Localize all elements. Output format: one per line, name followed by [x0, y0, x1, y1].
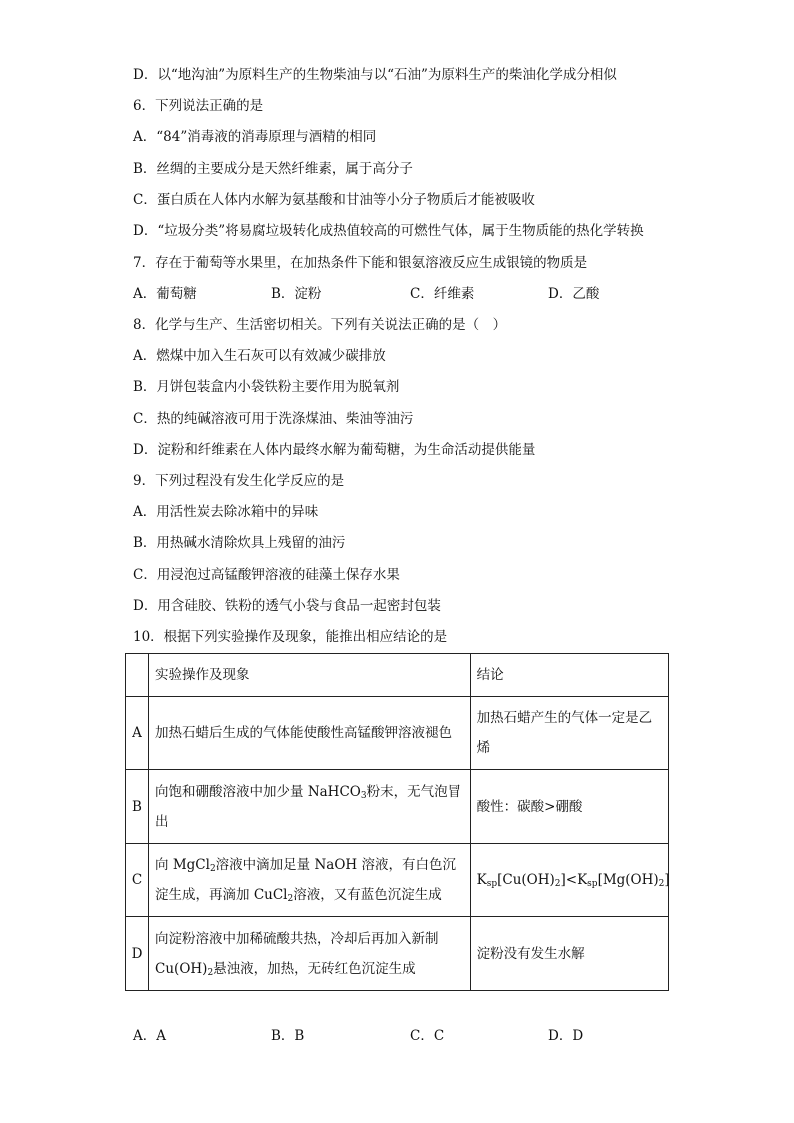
ksp-text: ]	[664, 872, 670, 888]
q9-option-c: C．用浸泡过高锰酸钾溶液的硅藻土保存水果	[133, 567, 400, 583]
subscript: 3	[360, 790, 367, 801]
q7-option-c: C．纤维素	[410, 286, 475, 302]
operation-text: 悬浊液，加热，无砖红色沉淀生成	[213, 960, 416, 977]
operation-text: 向 MgCl	[155, 857, 210, 873]
q10-option-c: C．C	[410, 1028, 445, 1044]
row-label: A	[126, 697, 149, 770]
operation-cell	[149, 917, 471, 991]
conclusion-cell: 酸性：碳酸>硼酸	[470, 770, 668, 844]
subscript: sp	[486, 879, 498, 889]
header-cell-empty	[126, 654, 149, 697]
q6-option-c: C．蛋白质在人体内水解为氨基酸和甘油等小分子物质后才能被吸收	[133, 192, 535, 208]
row-label: C	[126, 844, 149, 917]
q7-option-a: A．葡萄糖	[133, 286, 197, 302]
q6-option-b: B．丝绸的主要成分是天然纤维素，属于高分子	[133, 161, 413, 177]
subscript: sp	[587, 879, 598, 889]
operation-text: 粉末，无气泡冒出	[155, 783, 462, 830]
q8-stem: 8．化学与生产、生活密切相关。下列有关说法正确的是（ ）	[133, 317, 507, 333]
ksp-text: K	[476, 872, 487, 888]
row-label: D	[126, 917, 149, 991]
q6-option-a: A．“84”消毒液的消毒原理与酒精的相同	[133, 129, 377, 145]
subscript: 2	[287, 894, 294, 904]
conclusion-cell: 淀粉没有发生水解	[470, 917, 668, 991]
ksp-text: [Mg(OH)	[597, 872, 659, 888]
operation-text: 向饱和硼酸溶液中加少量 NaHCO	[155, 783, 361, 800]
q6-stem: 6．下列说法正确的是	[133, 98, 264, 114]
q9-option-b: B．用热碱水清除炊具上残留的油污	[133, 535, 346, 551]
operation-cell: 加热石蜡后生成的气体能使酸性高锰酸钾溶液褪色	[149, 697, 471, 770]
q7-stem: 7．存在于葡萄等水果里，在加热条件下能和银氨溶液反应生成银镜的物质是	[133, 255, 588, 271]
q8-option-c: C．热的纯碱溶液可用于洗涤煤油、柴油等油污	[133, 411, 414, 427]
ksp-text: ]<K	[560, 872, 588, 888]
q8-option-d: D．淀粉和纤维素在人体内最终水解为葡萄糖，为生命活动提供能量	[133, 442, 536, 458]
operation-text: 向淀粉溶液中加稀硫酸共热，冷却后再加入新制Cu(OH)	[155, 930, 439, 977]
q8-option-b: B．月饼包装盒内小袋铁粉主要作用为脱氧剂	[133, 379, 400, 395]
operation-text: 溶液，又有蓝色沉淀生成	[293, 887, 442, 903]
row-label: B	[126, 770, 149, 844]
q9-option-d: D．用含硅胶、铁粉的透气小袋与食品一起密封包装	[133, 598, 441, 614]
experiment-table	[125, 653, 669, 991]
subscript: 2	[554, 879, 561, 889]
header-cell-conclusion: 结论	[470, 654, 668, 697]
q10-option-a: A．A	[133, 1028, 166, 1044]
q8-option-a: A．燃煤中加入生石灰可以有效减少碳排放	[133, 348, 386, 364]
ksp-text: [Cu(OH)	[497, 872, 555, 888]
q5-option-d: D．以“地沟油”为原料生产的生物柴油与以“石油”为原料生产的柴油化学成分相似	[133, 67, 617, 83]
q10-option-d: D．D	[548, 1028, 584, 1044]
operation-text: 溶液中滴加足量 NaOH 溶液，有白色沉淀生成，再滴加 CuCl	[155, 857, 456, 903]
q9-option-a: A．用活性炭去除冰箱中的异味	[133, 504, 319, 520]
subscript: 2	[207, 967, 214, 978]
q9-stem: 9．下列过程没有发生化学反应的是	[133, 473, 345, 489]
table-row	[126, 844, 669, 917]
conclusion-cell	[470, 844, 668, 917]
table-row	[126, 697, 669, 770]
operation-cell	[149, 844, 471, 917]
subscript: 2	[209, 864, 216, 874]
table-row	[126, 917, 669, 991]
subscript: 2	[658, 879, 665, 889]
header-cell-operation: 实验操作及现象	[149, 654, 471, 697]
q10-stem: 10．根据下列实验操作及现象，能推出相应结论的是	[133, 629, 448, 645]
q6-option-d: D．“垃圾分类”将易腐垃圾转化成热值较高的可燃性气体，属于生物质能的热化学转换	[133, 223, 644, 239]
q7-option-b: B．淀粉	[271, 286, 322, 302]
q7-option-d: D．乙酸	[548, 286, 600, 302]
q10-option-b: B．B	[271, 1028, 305, 1044]
table-header-row	[126, 654, 669, 697]
table-row	[126, 770, 669, 844]
conclusion-cell: 加热石蜡产生的气体一定是乙烯	[470, 697, 668, 770]
operation-cell	[149, 770, 471, 844]
